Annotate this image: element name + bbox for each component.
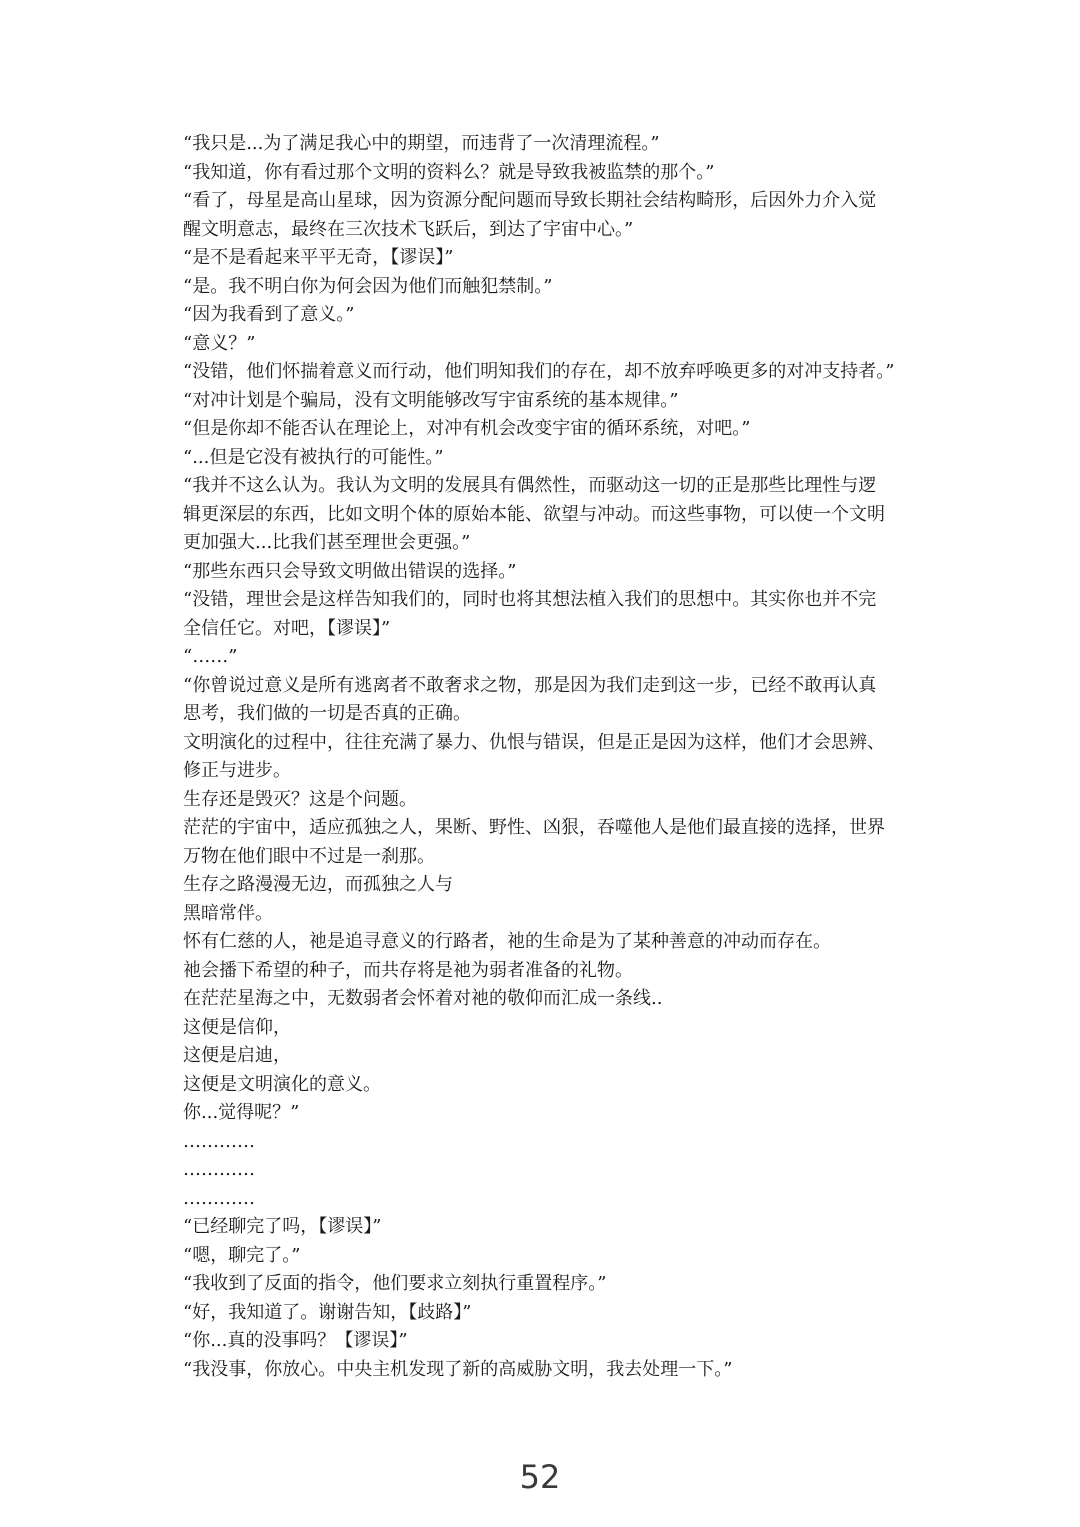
text-line: “我并不这么认为。我认为文明的发展具有偶然性，而驱动这一切的正是那些比理性与逻 (183, 475, 877, 496)
text-line: 生存之路漫漫无边，而孤独之人与 (183, 874, 453, 895)
text-line: 生存还是毁灭？这是个问题。 (183, 788, 417, 810)
text-line: 祂会播下希望的种子，而共存将是祂为弱者准备的礼物。 (183, 959, 633, 981)
text-line: 你...觉得呢？” (183, 1102, 300, 1123)
text-line: “是不是看起来平平无奇，【谬误】” (183, 247, 454, 268)
text-line: “我只是...为了满足我心中的期望，而违背了一次清理流程。” (183, 133, 660, 154)
text-line: 万物在他们眼中不过是一刹那。 (183, 845, 435, 867)
page-number: 52 (519, 1458, 561, 1496)
text-line: 黑暗常伴。 (183, 902, 273, 924)
text-line: “你曾说过意义是所有逃离者不敢奢求之物，那是因为我们走到这一步，已经不敢再认真 (183, 674, 877, 696)
text-line: “是。我不明白你为何会因为他们而触犯禁制。” (183, 275, 553, 297)
text-line: ………… (183, 1130, 255, 1152)
text-line: “我没事，你放心。中央主机发现了新的高威胁文明，我去处理一下。” (183, 1358, 733, 1380)
text-body (183, 130, 923, 1384)
text-line: 这便是启迪， (183, 1045, 291, 1066)
text-line: 更加强大...比我们甚至理世会更强。” (183, 532, 471, 553)
text-line: “没错，理世会是这样告知我们的，同时也将其想法植入我们的思想中。其实你也并不完 (183, 589, 877, 610)
text-line: 这便是文明演化的意义。 (183, 1073, 381, 1095)
text-line: 文明演化的过程中，往往充满了暴力、仇恨与错误，但是正是因为这样，他们才会思辨、 (183, 731, 885, 753)
text-line: 怀有仁慈的人，祂是追寻意义的行路者，祂的生命是为了某种善意的冲动而存在。 (183, 931, 831, 952)
text-line: “我知道，你有看过那个文明的资料么？就是导致我被监禁的那个。” (183, 161, 715, 183)
text-line: “好，我知道了。谢谢告知，【歧路】” (183, 1301, 472, 1323)
text-line: 茫茫的宇宙中，适应孤独之人，果断、野性、凶狠，吞噬他人是他们最直接的选择，世界 (183, 817, 885, 838)
text-line: 这便是信仰， (183, 1016, 291, 1038)
text-line: “已经聊完了吗，【谬误】” (183, 1216, 382, 1237)
text-line: 思考，我们做的一切是否真的正确。 (183, 703, 471, 724)
text-line: “对冲计划是个骗局，没有文明能够改写宇宙系统的基本规律。” (183, 389, 679, 411)
text-line: 修正与进步。 (183, 760, 291, 781)
text-line: “因为我看到了意义。” (183, 304, 355, 325)
text-line: 在茫茫星海之中，无数弱者会怀着对祂的敬仰而汇成一条线.. (183, 988, 663, 1009)
text-line: “但是你却不能否认在理论上，对冲有机会改变宇宙的循环系统，对吧。” (183, 418, 751, 439)
text-line: “……” (183, 646, 238, 667)
text-line: “意义？” (183, 332, 256, 354)
text-line: “...但是它没有被执行的可能性。” (183, 446, 444, 468)
text-line: 辑更深层的东西，比如文明个体的原始本能、欲望与冲动。而这些事物，可以使一个文明 (183, 503, 885, 525)
text-line: “那些东西只会导致文明做出错误的选择。” (183, 560, 517, 582)
text-line: “你...真的没事吗？【谬误】” (183, 1330, 408, 1351)
text-line: “嗯，聊完了。” (183, 1244, 301, 1266)
text-line: “我收到了反面的指令，他们要求立刻执行重置程序。” (183, 1273, 607, 1294)
text-line: ………… (183, 1187, 255, 1209)
text-line: “看了，母星是高山星球，因为资源分配问题而导致长期社会结构畸形，后因外力介入觉 (183, 190, 877, 211)
text-line: “没错，他们怀揣着意义而行动，他们明知我们的存在，却不放弃呼唤更多的对冲支持者。” (183, 361, 895, 382)
text-line: 全信任它。对吧，【谬误】” (183, 617, 391, 639)
text-line: 醒文明意志，最终在三次技术飞跃后，到达了宇宙中心。” (183, 218, 634, 240)
text-line: ………… (183, 1159, 255, 1180)
